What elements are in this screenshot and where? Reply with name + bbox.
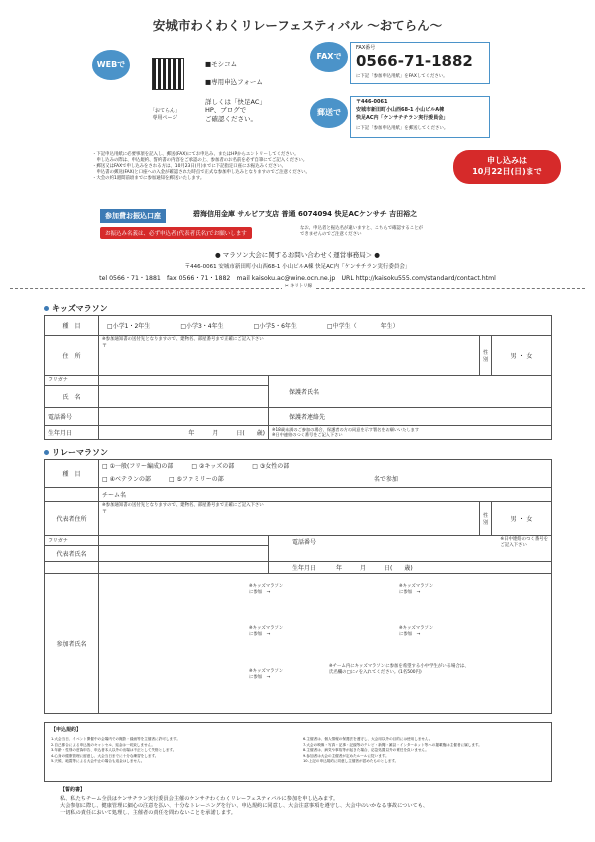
relay-form: 種 目 □ ①一般(フリー編成)の部 □ ②キッズの部 □ ③女性の部 □ ④ベテランの部 □ ⑤ファミリーの部 名で参加 チーム名 代表者住所 ※参加通知書の送付先となりますので、建物名、部屋番号まで正確にご記入下さい 〒 性別 男 ・ 女 フリガナ 電話番号 ※日中連絡のつく番号を ご記入下さい 代表者氏名 生年月日 年 月 日( 歳) 参加者氏名 ※キッズマラソン に参加 → ※キッズマラソン に参加 → ※キッズマラソン に参加 → ※キッズマラソン に参加 → ※キッズマラソン に参加 → ※チーム内にキッズマラソンに参加を希望する小中学生がいる場合は、 氏名欄の□に✓を入れてください。(1名500円) [44,459,552,714]
bank-detail: 碧海信用金庫 サルビア支店 普通 6074094 快足ACケンサチ 吉田裕之 [193,210,418,218]
web-badge: WEBで [92,50,130,80]
deadline-badge: 申し込みは 10月22日(日)まで [453,150,561,184]
qr-caption: 「おてらん」 専用ページ [150,108,180,121]
web-item-moshicom: ■モシコム [205,60,238,68]
oath-title: 【誓約書】 [60,787,86,793]
contact-line: tel 0566・71・1881 fax 0566・71・1882 mail kaisoku.ac@wine.ocn.ne.jp URL http://kaisoku555.com/standard/contact.html [99,275,496,282]
kids-section-title: キッズマラソン [44,303,108,314]
post-address-2: 快足AC内「ケンサチチラン実行委員会」 [356,115,449,121]
scissors-icon: ✂ キリトリ線 [282,284,315,290]
qr-code-icon [152,58,184,90]
page-title: 安城市わくわくリレーフェスティバル 〜おてらん〜 [152,18,443,33]
fax-badge: FAXで [310,42,348,72]
bank-label: 参加費お振込口座 [100,209,166,223]
post-zip: 〒446-0061 [356,99,388,105]
notes: ・下記申込用紙に必要事項を記入し、郵送(FAX)にてお申込み、またはHPからエントリーしてください。 申し込みの際は、申込規約、誓約書の内容をご承認の上、参加者のお名前を必ず自筆にてご記入ください。 ・郵送又はFAXで申し込みをされる方は、10月23日(月)までに下記指定口座にお振込みください。 申込書の郵送(FAX)と口座への入金が確認された時点で正式な参加申し込みとなりますのでご注意ください。 ・大会の約1週間前頃までに参加通知を郵送いたします。 [92,152,310,181]
contact-head: ● マラソン大会に関するお問い合わせく運営事務局＞ ● [215,251,380,259]
post-address: 安城市新田町小山西68-1 小山ビルA棟 [356,107,445,113]
web-detail: 詳しくは「快足AC」 HP、ブログで ご確認ください。 [205,98,266,123]
web-item-form: ■専用申込フォーム [205,78,263,86]
oath-text: 私、私たちチーム全員はケンサチラン実行委員会主催のケンサチわくわくリレーフェスティバルに参加を申し込みます。 大会参加に際し、健康管理に細心の注意を払い、十分なトレーニングを行い、申込規約に同意し、大会注意事項を遵守し、大会中のいかなる事故についても、 一切私の責任において処理し、主催者の責任を問わないことを承諾します。 [60,796,429,816]
post-note: に下記「参加申込用紙」を郵送してください。 [356,126,449,131]
relay-section-title: リレーマラソン [44,447,108,458]
bank-warning: お振込み名義は、必ず申込者(代表者氏名)でお願いします [100,227,252,239]
fax-note: に下記「参加申込用紙」をFAXしてください。 [356,74,448,79]
contact-address: 〒446-0061 安城市新田町小山西68-1 小山ビルA棟 快足AC内「ケンサチラン実行委員会」 [184,264,411,270]
fax-label: FAX番号 [356,45,376,51]
post-badge: 郵送で [310,98,348,128]
kids-form: 種 目 □小学1・2年生 □小学3・4年生 □小学5・6年生 □中学生（ 年生） 住 所 ※参加通知書の送付先となりますので、建物名、部屋番号まで正確にご記入下さい 〒 性別 男 ・ 女 フリガナ 保護者氏名 氏 名 電話番号 保護者連絡先 生年月日 年 月 日( 歳) ※18歳未満のご参加の場合、保護者の方の同意を示す署名をお願いいたします ※日中連絡のつく番号をご記入下さい [44,315,552,440]
bank-warning-note: なお、申込者と振込名が違いますと、こちらで確認することが できませんのでご注意ください [300,226,423,237]
fax-number: 0566-71-1882 [356,52,473,70]
rules-box: 【申込規約】 1.大会当日、イベント開催中の会場内での撮影・録画等を主催者に許可します。 2.自己都合による申込後のキャンセル、返金は一切致しません。 3.年齢・性別の虚偽申告、申込者本人以外の出場は不正として失格とします。 4.心身の健康管理に留意し、大会当日までに十分な練習をします。 5.天候、地震等による大会中止の場合も返金はしません。 6.主催者は、個人情報の保護法を遵守し、大会用以外の目的には使用しません。 7.大会の映像・写真・記事・記録等のテレビ・新聞・雑誌・インターネット等への掲載権は主催者に属します。 8.主催者は、病気や事故等が起きた場合、応急処置以外の責任を負いません。 9.参加者は大会の主催者が定めたルールに従います。 10.上記の申込規約に同意し主催者が認めたものとします。 [44,722,552,782]
